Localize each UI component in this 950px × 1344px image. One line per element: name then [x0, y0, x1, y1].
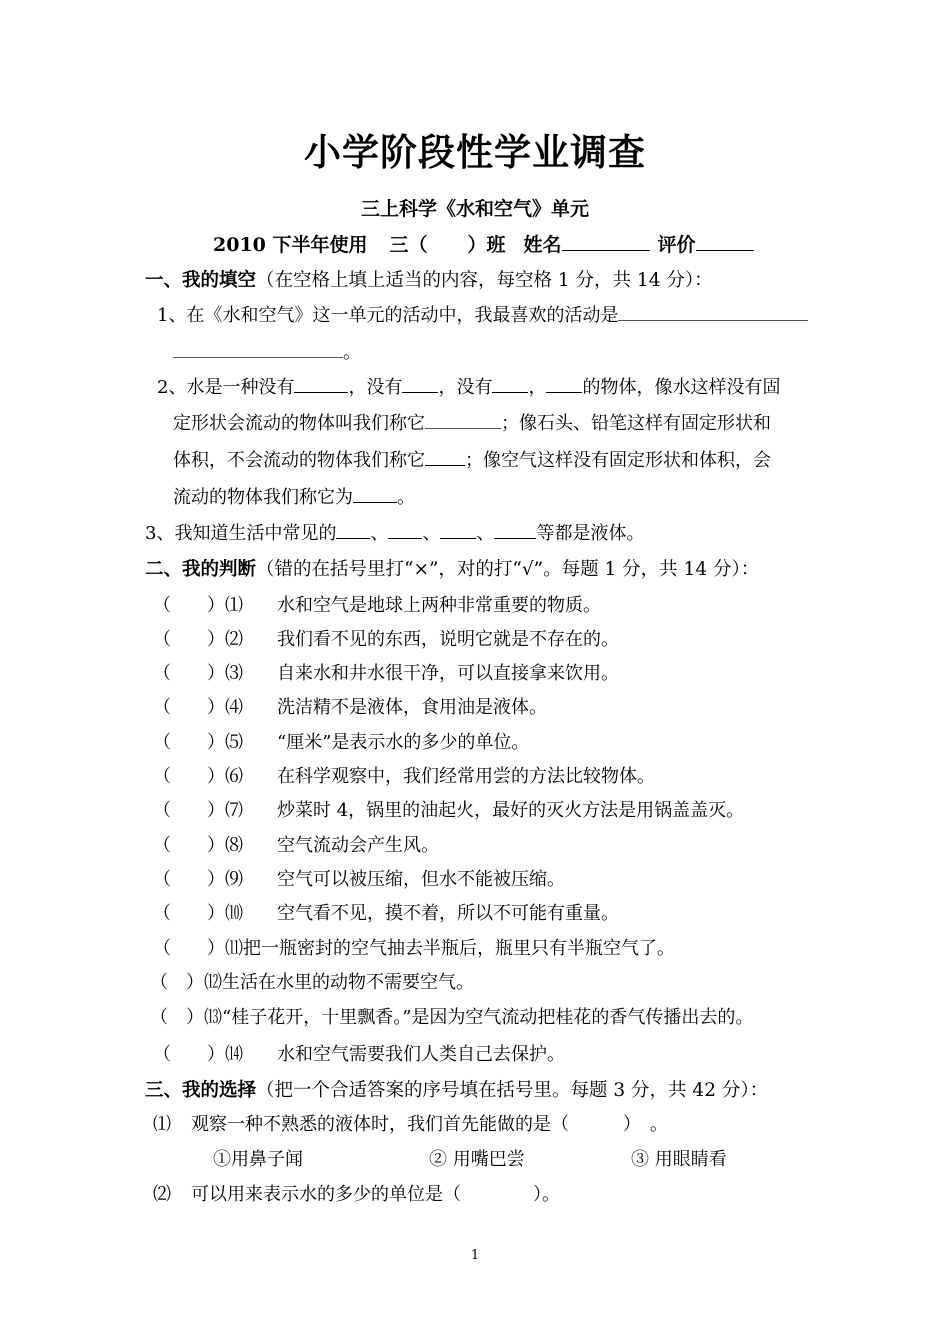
answer-bracket[interactable]: （ ） [153, 697, 225, 718]
fill-q3-blank-3[interactable] [440, 520, 476, 539]
fill-q2-blank-3[interactable] [492, 374, 528, 393]
item-number: ⑻ [225, 835, 243, 856]
choice-q2-number: ⑵ [153, 1184, 171, 1205]
option-a[interactable]: ①用鼻子闻 [213, 1149, 303, 1170]
choice-q2-text: 可以用来表示水的多少的单位是（ ）。 [191, 1184, 560, 1205]
answer-bracket[interactable]: （ ） [153, 766, 225, 787]
item-text: 水和空气需要我们人类自己去保护。 [277, 1044, 565, 1065]
section2-heading: 二、我的判断 [145, 559, 257, 580]
item-text: 洗洁精不是液体，食用油是液体。 [277, 697, 547, 718]
answer-bracket[interactable]: （ ） [153, 835, 225, 856]
fill-q1-blank-a[interactable] [618, 302, 808, 321]
answer-bracket[interactable]: （ ） [150, 1007, 204, 1028]
fill-q2-text-g: ；像石头、铅笔这样有固定形状和 [501, 413, 771, 434]
page-title: 小学阶段性学业调查 [304, 130, 646, 174]
section1-heading: 一、我的填空 [145, 270, 257, 291]
item-text: 在科学观察中，我们经常用尝的方法比较物体。 [277, 766, 655, 787]
item-text: “桂子花开，十里飘香。”是因为空气流动把桂花的香气传播出去的。 [222, 1007, 754, 1028]
page-subtitle: 三上科学《水和空气》单元 [360, 198, 589, 220]
item-number: ⑽ [225, 903, 243, 924]
judgment-item [150, 968, 474, 994]
item-text: 水和空气是地球上两种非常重要的物质。 [277, 595, 601, 616]
fill-q2-text-b: ，没有 [348, 377, 403, 398]
item-number: ⑴ [225, 595, 243, 616]
item-number: ⑾ [225, 938, 243, 959]
section3-note: （把一个合适答案的序号填在括号里。每题 3 分，共 42 分）： [256, 1080, 769, 1101]
judgment-item [153, 591, 601, 617]
fill-q2-text-c: ，没有 [438, 377, 493, 398]
fill-q2-blank-1[interactable] [294, 374, 348, 393]
fill-q1-end: 。 [343, 342, 361, 363]
answer-bracket[interactable]: （ ） [153, 1044, 225, 1065]
item-text: 自来水和井水很干净，可以直接拿来饮用。 [277, 663, 619, 684]
section3-heading: 三、我的选择 [145, 1080, 257, 1101]
answer-bracket[interactable]: （ ） [153, 938, 225, 959]
fill-q2-blank-2[interactable] [402, 374, 438, 393]
fill-q2-text-a: 2、水是一种没有 [157, 377, 295, 398]
item-text: 空气可以被压缩，但水不能被压缩。 [277, 869, 565, 890]
item-text: 生活在水里的动物不需要空气。 [222, 972, 474, 993]
grade-blank[interactable] [696, 232, 754, 251]
judgment-item [150, 1003, 753, 1029]
item-number: ⑵ [225, 629, 243, 650]
item-text: 把一瓶密封的空气抽去半瓶后，瓶里只有半瓶空气了。 [243, 938, 675, 959]
judgment-item [153, 1040, 565, 1066]
item-number: ⑷ [225, 697, 243, 718]
item-number: ⑸ [225, 732, 243, 753]
judgment-item [153, 762, 655, 788]
judgment-item [153, 728, 529, 754]
year-label: 2010 下半年使用 [213, 234, 368, 256]
section2-header [145, 555, 759, 581]
fill-q2-text-e: 的物体，像水这样没有固 [582, 377, 781, 398]
section3-header [145, 1076, 768, 1102]
fill-q2-text-i: ；像空气这样没有固定形状和体积，会 [465, 450, 771, 471]
item-text: 空气看不见，摸不着，所以不可能有重量。 [277, 903, 619, 924]
option-c[interactable]: ③ 用眼睛看 [631, 1149, 727, 1170]
section2-note: （错的在括号里打“×”，对的打“√”。每题 1 分，共 14 分）： [256, 559, 760, 580]
choice-q1 [153, 1110, 668, 1136]
fill-q3-end: 等都是液体。 [536, 523, 645, 544]
answer-bracket[interactable]: （ ） [153, 903, 225, 924]
answer-bracket[interactable]: （ ） [153, 629, 225, 650]
fill-q2-line3 [173, 446, 771, 472]
fill-q1-line2 [173, 338, 361, 364]
item-number: ⒀ [204, 1007, 222, 1028]
fill-q2-blank-5[interactable] [425, 410, 501, 429]
judgment-item [153, 831, 439, 857]
fill-q3-sep-2: 、 [422, 523, 441, 544]
fill-q3-blank-4[interactable] [494, 520, 536, 539]
judgment-item [153, 693, 547, 719]
fill-q2-text-j: 流动的物体我们称它为 [173, 487, 353, 508]
fill-q3-blank-2[interactable] [388, 520, 422, 539]
fill-q2-text-k: 。 [397, 487, 415, 508]
fill-q1-text: 1、在《水和空气》这一单元的活动中，我最喜欢的活动是 [157, 305, 619, 326]
fill-q1-blank-b[interactable] [173, 339, 343, 358]
class-suffix: ）班 [467, 234, 506, 256]
answer-bracket[interactable]: （ ） [150, 972, 204, 993]
fill-q2-text-h: 体积，不会流动的物体我们称它 [173, 450, 425, 471]
judgment-item [153, 625, 619, 651]
fill-q3-blank-1[interactable] [336, 520, 370, 539]
item-text: 我们看不见的东西，说明它就是不存在的。 [277, 629, 619, 650]
item-number: ⑹ [225, 766, 243, 787]
grade-label: 评价 [657, 234, 696, 256]
fill-q3-sep-1: 、 [370, 523, 389, 544]
choice-q1-options [213, 1145, 727, 1171]
fill-q2-blank-4[interactable] [546, 374, 582, 393]
item-number: ⒁ [225, 1044, 243, 1065]
section1-note: （在空格上填上适当的内容，每空格 1 分，共 14 分）： [256, 270, 713, 291]
item-number: ⑿ [204, 972, 222, 993]
fill-q2-text-f: 定形状会流动的物体叫我们称它 [173, 413, 425, 434]
choice-q2 [153, 1180, 560, 1206]
fill-q2-line2 [173, 409, 771, 435]
name-label: 姓名 [523, 234, 562, 256]
answer-bracket[interactable]: （ ） [153, 869, 225, 890]
item-text: 炒菜时 4，锅里的油起火，最好的灭火方法是用锅盖盖灭。 [277, 800, 745, 821]
answer-bracket[interactable]: （ ） [153, 663, 225, 684]
fill-q2-text-d: ， [528, 377, 547, 398]
fill-q1-line1 [157, 301, 808, 327]
option-b[interactable]: ② 用嘴巴尝 [429, 1149, 525, 1170]
judgment-item [153, 659, 619, 685]
item-number: ⑼ [225, 869, 243, 890]
page-number: 1 [470, 1248, 480, 1263]
answer-bracket[interactable]: （ ） [153, 595, 225, 616]
item-text: “厘米”是表示水的多少的单位。 [277, 732, 530, 753]
name-blank[interactable] [562, 232, 650, 251]
item-number: ⑺ [225, 800, 243, 821]
choice-q1-text: 观察一种不熟悉的液体时，我们首先能做的是（ ） 。 [191, 1114, 668, 1135]
fill-q3-text: 3、我知道生活中常见的 [145, 523, 337, 544]
fill-q2-line4 [173, 483, 415, 509]
item-text: 空气流动会产生风。 [277, 835, 439, 856]
choice-q1-number: ⑴ [153, 1114, 171, 1135]
class-prefix: 三（ [389, 234, 428, 256]
info-line [213, 230, 754, 257]
answer-bracket[interactable]: （ ） [153, 732, 225, 753]
judgment-item [153, 796, 744, 822]
answer-bracket[interactable]: （ ） [153, 800, 225, 821]
item-number: ⑶ [225, 663, 243, 684]
section1-header [145, 266, 713, 292]
judgment-item [153, 934, 675, 960]
fill-q3-line [145, 519, 644, 545]
fill-q2-blank-7[interactable] [353, 484, 397, 503]
fill-q2-line1 [157, 373, 780, 399]
judgment-item [153, 865, 565, 891]
fill-q2-blank-6[interactable] [425, 447, 465, 466]
fill-q3-sep-3: 、 [476, 523, 495, 544]
judgment-item [153, 899, 619, 925]
